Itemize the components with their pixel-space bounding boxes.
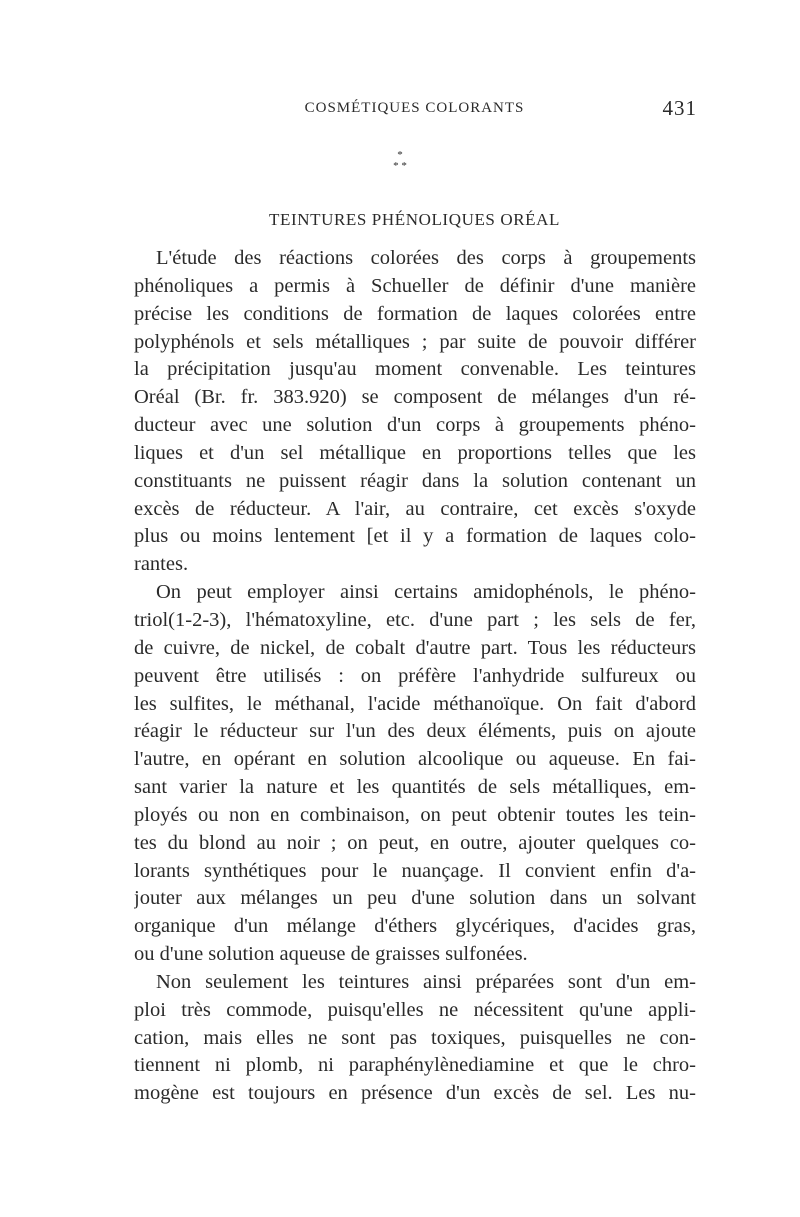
text-line: excès de réducteur. A l'air, au contraire, cet excès s'oxyde <box>134 497 696 520</box>
text-line: cation, mais elles ne sont pas toxiques, puisquelles ne con- <box>134 1026 696 1049</box>
text-line: réagir le réducteur sur l'un des deux éléments, puis on ajoute <box>134 720 696 743</box>
text-line: liques et d'un sel métallique en proportions telles que les <box>134 441 696 464</box>
text-line: organique d'un mélange d'éthers glycériques, d'acides gras, <box>134 915 696 938</box>
text-line: ducteur avec une solution d'un corps à groupements phéno- <box>134 414 696 437</box>
text-line: ou d'une solution aqueuse de graisses sulfonées. <box>134 943 528 966</box>
text-line: jouter aux mélanges un peu d'une solution dans un solvant <box>134 887 696 910</box>
text-line: tiennent ni plomb, ni paraphénylènediamine et que le chro- <box>134 1054 696 1077</box>
section-title: TEINTURES PHÉNOLIQUES ORÉAL <box>268 210 560 229</box>
running-head <box>132 96 697 122</box>
text-line: lorants synthétiques pour le nuançage. Il convient enfin d'a- <box>134 859 696 882</box>
asterism-top: * <box>397 149 403 161</box>
text-line: rantes. <box>134 553 189 576</box>
text-line: tes du blond au noir ; on peut, en outre, ajouter quelques co- <box>134 831 696 854</box>
text-line: Non seulement les teintures ainsi préparées sont d'un em- <box>156 970 696 993</box>
text-line: triol(1-2-3), l'hématoxyline, etc. d'une part ; les sels de fer, <box>134 608 696 631</box>
text-line: de cuivre, de nickel, de cobalt d'autre part. Tous les réducteurs <box>134 636 696 659</box>
text-line: ploi très commode, puisqu'elles ne nécessitent qu'une appli- <box>134 998 696 1021</box>
text-line: Oréal (Br. fr. 383.920) se composent de mélanges d'un ré- <box>134 386 696 409</box>
text-line: précise les conditions de formation de laques colorées entre <box>134 302 696 325</box>
text-line: phénoliques a permis à Schueller de définir d'une manière <box>134 274 696 297</box>
page-number: 431 <box>662 96 697 120</box>
paragraph-2 <box>134 579 696 969</box>
text-line: la précipitation jusqu'au moment convenable. Les teintures <box>134 358 696 381</box>
paragraph-3 <box>134 969 696 1108</box>
text-line: polyphénols et sels métalliques ; par suite de pouvoir différer <box>134 330 696 353</box>
text-line: sant varier la nature et les quantités de sels métalliques, em- <box>134 776 696 799</box>
asterism-bottom: * * <box>393 160 407 172</box>
text-line: L'étude des réactions colorées des corps à groupements <box>156 247 696 269</box>
text-line: On peut employer ainsi certains amidophénols, le phéno- <box>156 581 696 604</box>
text-line: l'autre, en opérant en solution alcoolique ou aqueuse. En fai- <box>134 748 696 771</box>
asterism-ornament <box>0 150 800 172</box>
text-line: les sulfites, le méthanal, l'acide méthanoïque. On fait d'abord <box>134 692 696 715</box>
text-line: plus ou moins lentement [et il y a formation de laques colo- <box>134 525 696 548</box>
text-line: constituants ne puissent réagir dans la solution contenant un <box>134 469 696 492</box>
paragraph-1 <box>134 245 696 579</box>
running-title: COSMÉTIQUES COLORANTS <box>304 100 525 116</box>
text-line: peuvent être utilisés : on préfère l'anhydride sulfureux ou <box>134 664 696 687</box>
text-line: ployés ou non en combinaison, on peut obtenir toutes les tein- <box>134 803 696 826</box>
body-text <box>134 245 696 1108</box>
text-line: mogène est toujours en présence d'un excès de sel. Les nu- <box>134 1082 696 1105</box>
